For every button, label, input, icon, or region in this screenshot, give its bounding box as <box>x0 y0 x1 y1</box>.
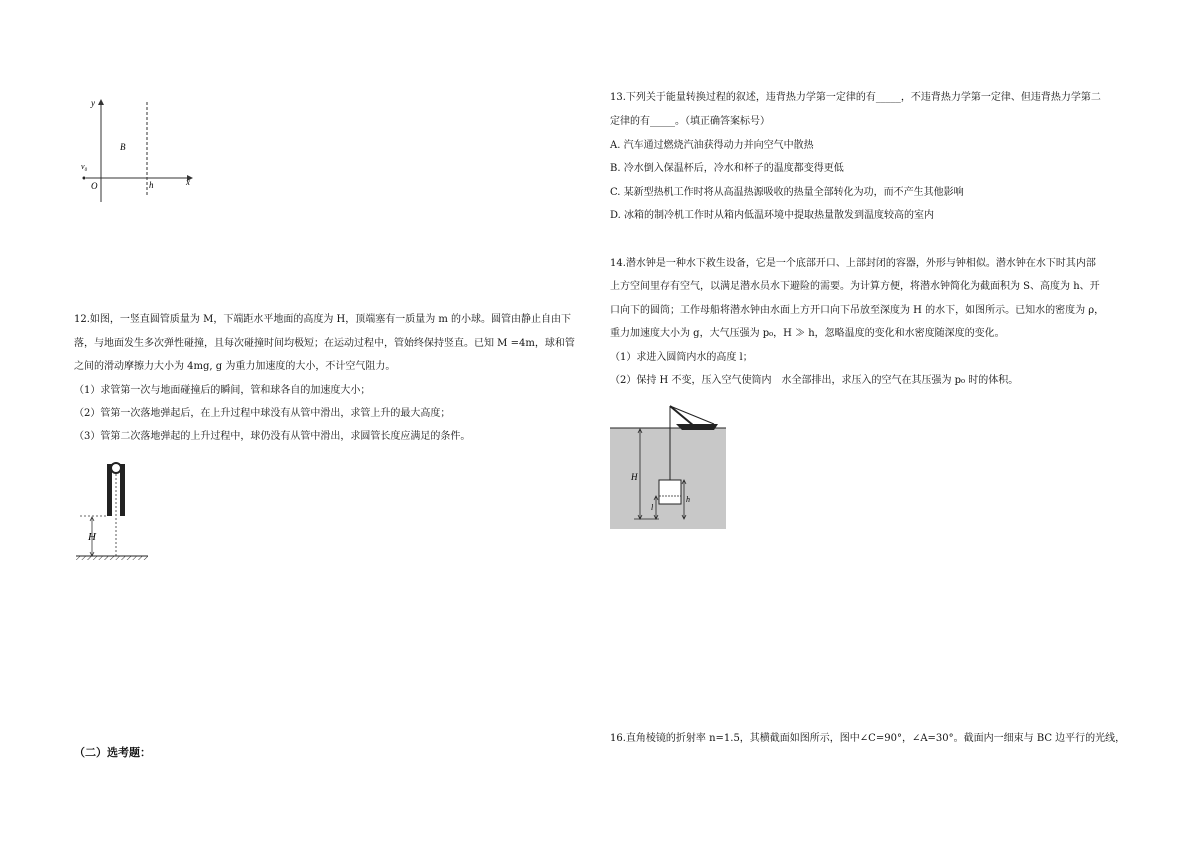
q12-line: （2）管第一次落地弹起后，在上升过程中球没有从管中滑出，求管上升的最大高度； <box>74 408 451 419</box>
section-heading: （二）选考题： <box>74 746 151 759</box>
origin-label: O <box>91 181 98 191</box>
height-label-h: H <box>88 531 96 543</box>
q13-line: 定律的有_____。（填正确答案标号） <box>610 116 770 127</box>
particle-dot <box>83 177 86 180</box>
q14-line: 14.潜水钟是一种水下救生设备，它是一个底部开口、上部封闭的容器，外形与钟相似。潜水钟在水下时其内部 <box>610 258 1096 269</box>
q12-line: （3）管第二次落地弹起的上升过程中，球仍没有从管中滑出，求圆管长度应满足的条件。 <box>74 431 471 442</box>
q12-line: 落，与地面发生多次弹性碰撞，且每次碰撞时间均极短；在运动过程中，管始终保持竖直。已知 M =4m，球和管 <box>74 338 575 349</box>
field-label-b: B <box>120 142 126 152</box>
q13-line: 13.下列关于能量转换过程的叙述，违背热力学第一定律的有_____，不违背热力学第一定律、但违背热力学第二 <box>610 92 1101 103</box>
bell-height-label: h <box>686 495 690 504</box>
crane-arm <box>670 406 694 426</box>
q14-line: 重力加速度大小为 g，大气压强为 p₀，H ≫ h，忽略温度的变化和水密度随深度的变化。 <box>610 328 1005 339</box>
tube-right-wall <box>120 464 125 516</box>
ball <box>111 463 121 473</box>
q14-line: （1）求进入圆筒内水的高度 l； <box>610 352 753 363</box>
q13-option-b: B. 冷水倒入保温杯后，冷水和杯子的温度都变得更低 <box>610 163 844 174</box>
diving-bell <box>659 480 681 504</box>
q13-option-c: C. 某新型热机工作时将从高温热源吸收的热量全部转化为功，而不产生其他影响 <box>610 187 964 198</box>
magnetic-field-figure <box>76 96 206 206</box>
ground-hatch <box>76 556 148 560</box>
water-region <box>610 428 726 529</box>
diving-bell-figure <box>610 398 728 530</box>
tube-left-wall <box>107 464 112 516</box>
q14-line: 上方空间里存有空气，以满足潜水员水下避险的需要。为计算方便，将潜水钟简化为截面积为 S、高度为 h、开 <box>610 281 1100 292</box>
y-axis-label: y <box>91 98 95 108</box>
q16-line: 16.直角棱镜的折射率 n=1.5，其横截面如图所示，图中∠C=90°，∠A=30°。截面内一细束与 BC 边平行的光线， <box>610 733 1126 744</box>
mother-ship <box>676 424 718 430</box>
q12-line: 之间的滑动摩擦力大小为 4mg, g 为重力加速度的大小，不计空气阻力。 <box>74 361 396 372</box>
depth-label-h: H <box>631 472 638 482</box>
tube-figure <box>74 460 154 562</box>
v0-label: $v_0$ <box>81 162 88 173</box>
q13-option-a: A. 汽车通过燃烧汽油获得动力并向空气中散热 <box>610 140 814 151</box>
water-height-label: l <box>651 503 654 512</box>
crane-stay <box>670 406 714 424</box>
q12-line: （1）求管第一次与地面碰撞后的瞬间，管和球各自的加速度大小； <box>74 385 371 396</box>
q14-line: 口向下的圆筒；工作母船将潜水钟由水面上方开口向下吊放至深度为 H 的水下，如图所示。已知水的密度为 ρ， <box>610 305 1105 316</box>
h-label: h <box>149 180 154 190</box>
q12-line: 12.如图，一竖直圆管质量为 M，下端距水平地面的高度为 H，顶端塞有一质量为 m 的小球。圆管由静止自由下 <box>74 314 572 325</box>
x-axis-label: x <box>186 177 190 187</box>
q13-option-d: D. 冰箱的制冷机工作时从箱内低温环境中提取热量散发到温度较高的室内 <box>610 210 935 221</box>
q14-line: （2）保持 H 不变，压入空气使筒内 水全部排出，求压入的空气在其压强为 p₀ 时的体积。 <box>610 375 1019 386</box>
